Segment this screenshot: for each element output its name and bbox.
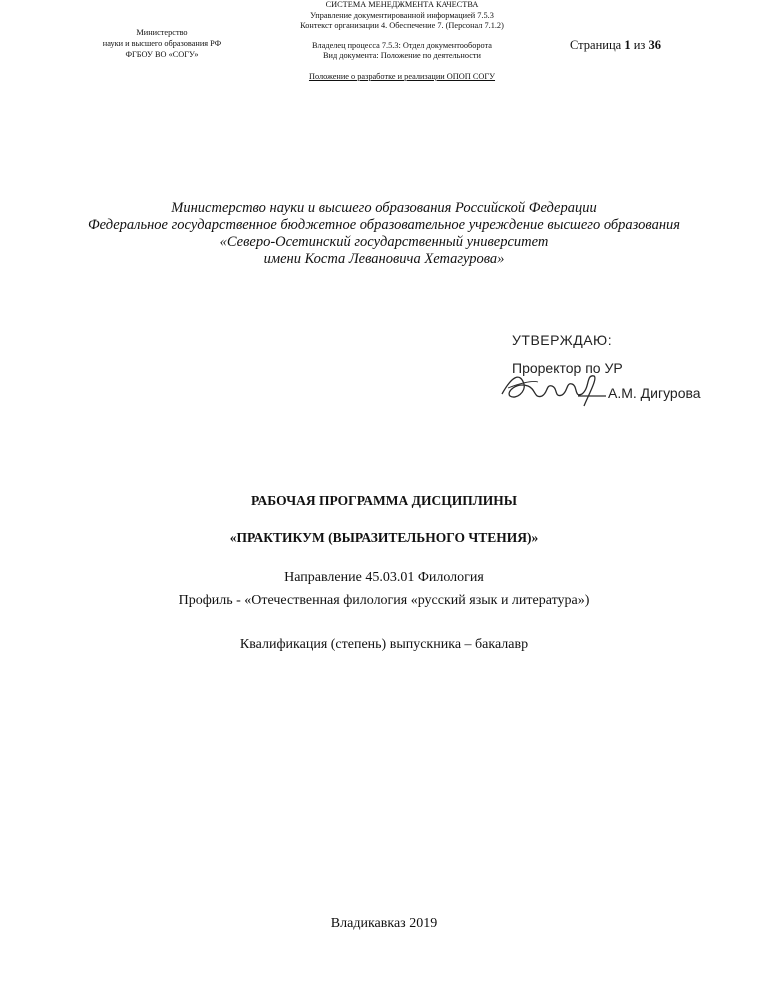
profile-text: Профиль - «Отечественная филология «русский язык и литература») <box>178 593 590 608</box>
approval-block <box>498 330 738 410</box>
page-prefix: Страница <box>570 38 622 52</box>
header-regulation-link: Положение о разработке и реализации ОПОП СОГУ <box>308 71 496 81</box>
institution-line: Министерство науки и высшего образования Российской Федерации <box>171 200 597 216</box>
direction-text: Направление 45.03.01 Филология <box>284 570 484 585</box>
page-total: 36 <box>648 38 661 52</box>
page-number: 1 <box>624 38 631 52</box>
page-of: из <box>633 38 646 52</box>
approval-position: Проректор по УР <box>512 360 623 376</box>
qualification-text: Квалификация (степень) выпускника – бакалавр <box>239 637 529 652</box>
institution-line: Федеральное государственное бюджетное образовательное учреждение высшего образования <box>87 217 681 233</box>
header-ministry <box>72 27 252 60</box>
header-mid-line: Управление документированной информацией 7.5.3 <box>310 10 494 20</box>
signature-icon <box>498 366 608 411</box>
header-mid-line: Контекст организации 4. Обеспечение 7. (Персонал 7.1.2) <box>300 21 504 30</box>
approval-name: А.М. Дигурова <box>608 385 701 401</box>
header-mid-line: СИСТЕМА МЕНЕДЖМЕНТА КАЧЕСТВА <box>325 0 479 9</box>
header-mid-line: Владелец процесса 7.5.3: Отдел документооборота <box>312 40 492 50</box>
discipline-title: «ПРАКТИКУМ (ВЫРАЗИТЕЛЬНОГО ЧТЕНИЯ)» <box>229 530 539 545</box>
header-mid-line: Вид документа: Положение по деятельности <box>323 51 481 60</box>
header-left-line: науки и высшего образования РФ <box>102 39 222 48</box>
approval-heading: УТВЕРЖДАЮ: <box>512 332 613 348</box>
institution-block <box>40 200 728 268</box>
institution-line: имени Коста Левановича Хетагурова» <box>263 251 505 267</box>
header-quality-system <box>250 0 554 82</box>
header-left-line: Министерство <box>136 28 188 37</box>
document-title: РАБОЧАЯ ПРОГРАММА ДИСЦИПЛИНЫ <box>250 493 518 508</box>
institution-line: «Северо-Осетинский государственный университет <box>219 234 549 250</box>
header-left-line: ФГБОУ ВО «СОГУ» <box>125 50 199 59</box>
city-year: Владикавказ 2019 <box>330 916 438 931</box>
page-counter <box>570 38 730 53</box>
